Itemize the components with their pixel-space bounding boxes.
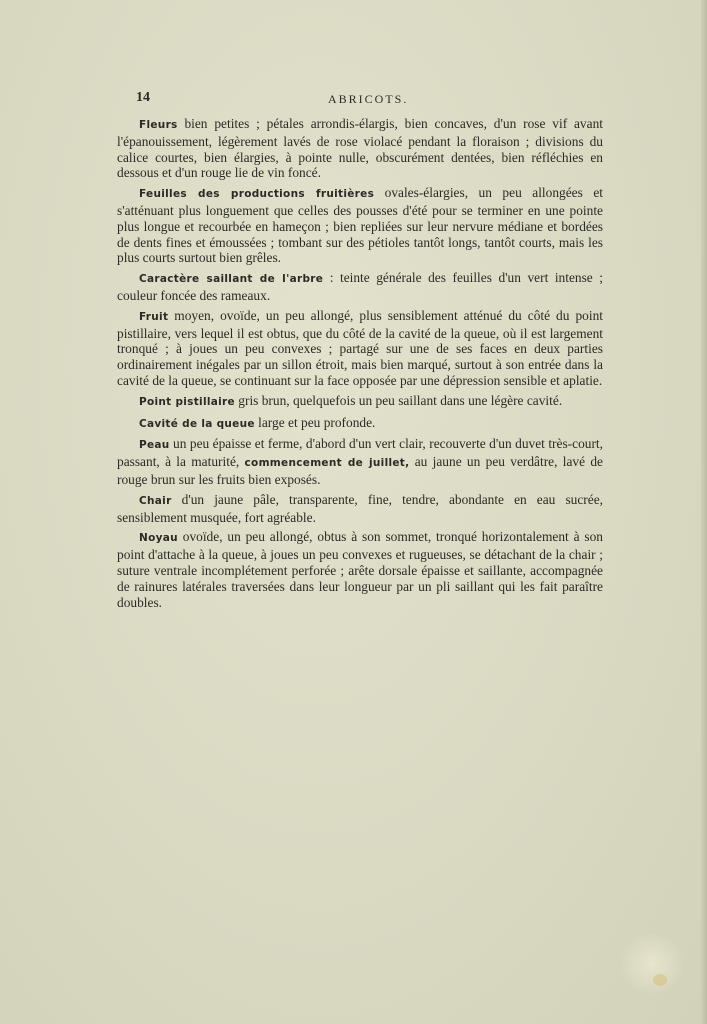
page-header bbox=[136, 90, 606, 110]
paragraph-text: ovoïde, un peu allongé, obtus à son sommet, tronqué horizontalement à son point d'attache à la queue, à joues un peu convexes et rugueuses, se détachant de la chair ; suture ventrale incomplétement perforée ; arête dorsale épaisse et saillante, accompagnée de rainures latérales traversées dans leur longueur par un pli saillant qui les fait paraître doubles. bbox=[117, 529, 603, 610]
term-label: Feuilles des productions fruitières bbox=[139, 188, 375, 201]
term-label: Cavité de la queue bbox=[139, 417, 255, 430]
term-label: Caractère saillant de l'arbre bbox=[139, 273, 324, 286]
paragraph-text: un peu épaisse et ferme, d'abord d'un vert clair, recouverte d'un duvet très-court, passant, à la maturité, bbox=[117, 436, 603, 470]
paragraph-chair bbox=[117, 492, 603, 526]
page-edge bbox=[701, 0, 707, 1024]
paragraph-text: gris brun, quelquefois un peu saillant dans une légère cavité. bbox=[234, 392, 563, 408]
paragraph-text: ovales-élargies, un peu allongées et s'atténuant plus longuement que celles des pousses d'été pour se terminer en une pointe plus longue et recourbée en hameçon ; bien repliées sur leur nervure médiane et bordées de dents fines et émoussées ; tombant sur des pétioles tantôt longs, tantôt courts, mais les plus courts surtout bien grêles. bbox=[117, 185, 604, 266]
paragraph-text: bien petites ; pétales arrondis-élargis, bien concaves, d'un rose vif avant l'épanouissement, légèrement lavés de rose violacé pendant la floraison ; divisions du calice courtes, bien élargies, à pointe nulle, obscurément dentées, bien réfléchies en dessous et d'un rouge lie de vin foncé. bbox=[117, 116, 603, 181]
running-head: ABRICOTS. bbox=[328, 92, 409, 106]
paragraph-text: large et peu profonde. bbox=[254, 414, 376, 430]
paragraph-caractere bbox=[117, 270, 603, 304]
paragraph-text: au jaune un peu verdâtre, lavé de rouge brun sur les fruits bien exposés. bbox=[117, 454, 603, 487]
body-text bbox=[117, 116, 603, 614]
paragraph-peau bbox=[117, 436, 603, 487]
paragraph-text: : teinte générale des feuilles d'un vert intense ; couleur foncée des rameaux. bbox=[117, 270, 603, 303]
page-number: 14 bbox=[136, 90, 150, 105]
term-label: Chair bbox=[139, 494, 172, 507]
paragraph-point-pistillaire bbox=[117, 393, 603, 411]
paragraph-fruit bbox=[117, 308, 603, 389]
term-label: Peau bbox=[139, 439, 170, 452]
paragraph-text: moyen, ovoïde, un peu allongé, plus sensiblement atténué du côté du point pistillaire, vers lequel il est obtus, que du côté de la cavité de la queue, où il est largement tronqué ; à joues un peu convexes ; partagé sur une de ses faces en deux parties ordinairement inégales par un sillon étroit, mais bien marqué, surtout à son entrée dans la cavité de la queue, se continuant sur la face opposée par une dépression sensible et aplatie. bbox=[117, 307, 603, 388]
paragraph-cavite bbox=[117, 415, 603, 433]
term-label: Fleurs bbox=[139, 119, 178, 131]
term-label: Noyau bbox=[139, 532, 178, 545]
term-label: Point pistillaire bbox=[139, 395, 235, 408]
inline-term: commencement de juillet, bbox=[244, 457, 410, 470]
term-label: Fruit bbox=[139, 310, 169, 323]
paper-stain-dot bbox=[653, 974, 667, 986]
paragraph-fleurs bbox=[117, 116, 603, 181]
paper-stain bbox=[617, 934, 687, 994]
paragraph-noyau bbox=[117, 529, 603, 610]
paragraph-text: d'un jaune pâle, transparente, fine, tendre, abondante en eau sucrée, sensiblement musquée, fort agréable. bbox=[117, 491, 603, 525]
paragraph-feuilles bbox=[117, 185, 603, 266]
